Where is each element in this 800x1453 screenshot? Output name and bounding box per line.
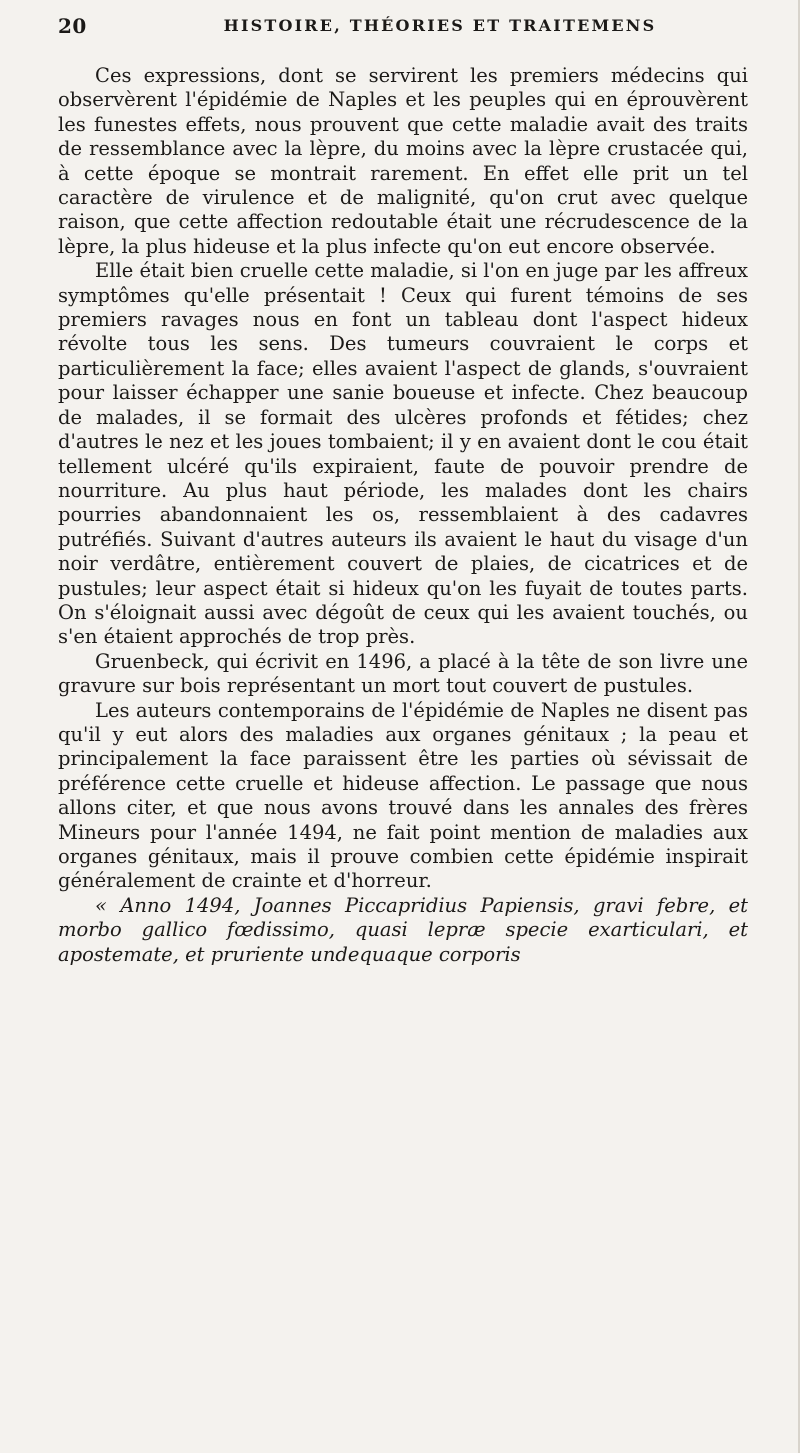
paragraph-2: Elle était bien cruelle cette maladie, si l'on en juge par les affreux symptômes qu'elle présentait ! Ceux qui furent témoins de ses premiers ravages nous en font un tableau dont l'aspect hideux révolte tous les sens. Des tumeurs couvraient le corps et particulièrement la face; elles avaient l'aspect de glands, s'ouvraient pour laisser échapper une sanie boueuse et infecte. Chez beaucoup de malades, il se formait des ulcères profonds et fétides; chez d'autres le nez et les joues tombaient; il y en avaient dont le cou était tellement ulcéré qu'ils expiraient, faute de pouvoir prendre de nourriture. Au plus haut période, les malades dont les chairs pourries abandonnaient les os, ressemblaient à des cadavres putréfiés. Suivant d'autres auteurs ils avaient le haut du visage d'un noir verdâtre, entièrement couvert de plaies, de cicatrices et de pustules; leur aspect était si hideux qu'on les fuyait de toutes parts. On s'éloignait aussi avec dégoût de ceux qui les avaient touchés, ou s'en étaient approchés de trop près. bbox=[58, 259, 749, 649]
body-text bbox=[58, 64, 748, 967]
running-head bbox=[58, 14, 748, 44]
latin-quote: « Anno 1494, Joannes Piccapridius Papiensis, gravi febre, et morbo gallico fœdissimo, quasi lepræ specie exarticulari, et apostemate, et pruriente undequaque corporis bbox=[58, 893, 748, 966]
running-title: HISTOIRE, THÉORIES ET TRAITEMENS bbox=[223, 16, 657, 35]
paragraph-1: Ces expressions, dont se servirent les premiers médecins qui observèrent l'épidémie de Naples et les peuples qui en éprouvèrent les funestes effets, nous prouvent que cette maladie avait des traits de ressemblance avec la lèpre, du moins avec la lèpre crustacée qui, à cette époque se montrait rarement. En effet elle prit un tel caractère de virulence et de malignité, qu'on crut avec quelque raison, que cette affection redoutable était une récrudescence de la lèpre, la plus hideuse et la plus infecte qu'on eut encore observée. bbox=[58, 64, 748, 258]
paragraph-4: Les auteurs contemporains de l'épidémie de Naples ne disent pas qu'il y eut alors des maladies aux organes génitaux ; la peau et principalement la face paraissent être les parties où sévissait de préférence cette cruelle et hideuse affection. Le passage que nous allons citer, et que nous avons trouvé dans les annales des frères Mineurs pour l'année 1494, ne fait point mention de maladies aux organes génitaux, mais il prouve combien cette épidémie inspirait généralement de crainte et d'horreur. bbox=[58, 698, 748, 893]
page-number: 20 bbox=[58, 14, 87, 38]
paragraph-3: Gruenbeck, qui écrivit en 1496, a placé à la tête de son livre une gravure sur bois représentant un mort tout couvert de pustules. bbox=[58, 649, 748, 698]
